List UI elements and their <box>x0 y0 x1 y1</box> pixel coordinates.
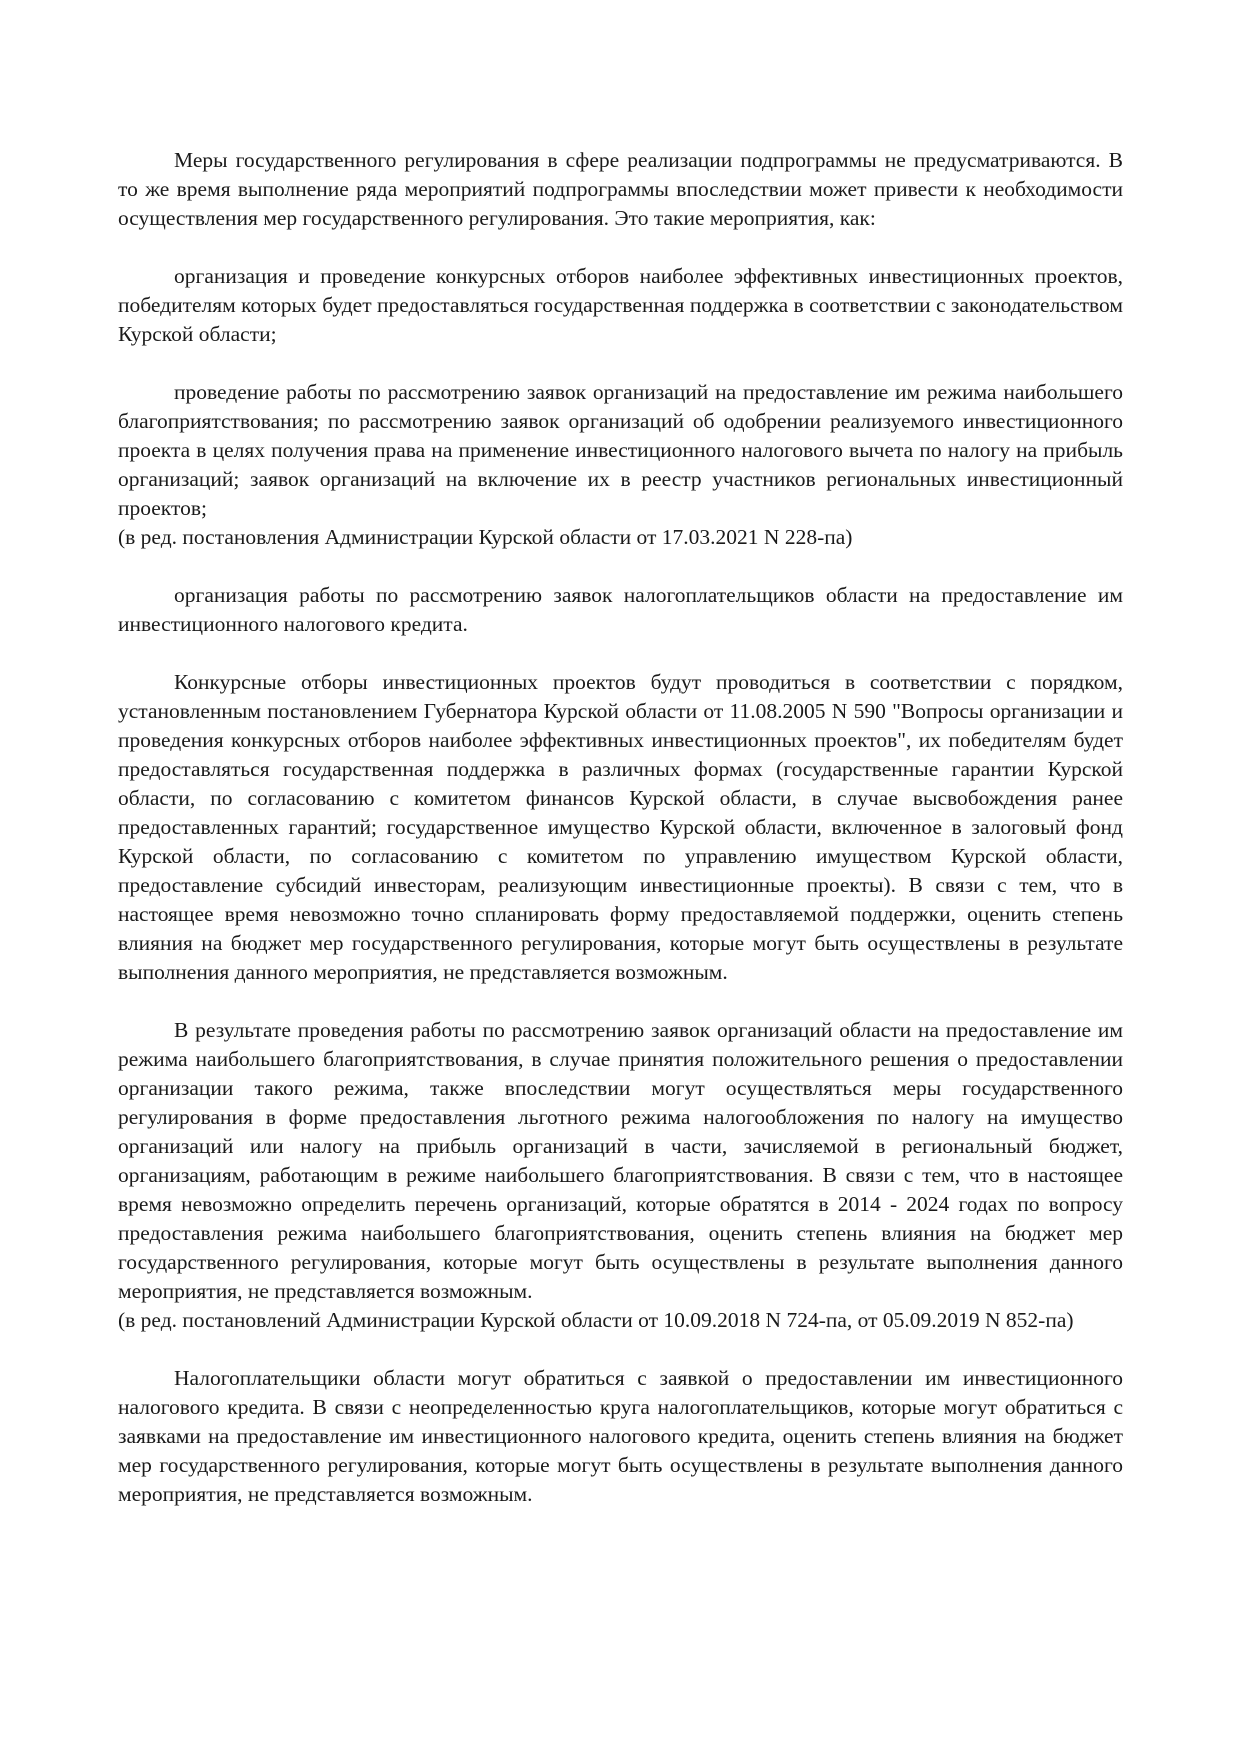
paragraph-taxpayers: Налогоплательщики области могут обратиться с заявкой о предоставлении им инвестиционного налогового кредита. В связи с неопределенностью круга налогоплательщиков, которые могут обратиться с заявками на предоставление им инвестиционного налогового кредита, оценить степень влияния на бюджет мер государственного регулирования, которые могут быть осуществлены в результате выполнения данного мероприятия, не представляется возможным. <box>118 1366 1123 1506</box>
document-page <box>118 146 1123 1509</box>
paragraph-investment-competitions: Конкурсные отборы инвестиционных проектов будут проводиться в соответствии с порядком, установленным постановлением Губернатора Курской области от 11.08.2005 N 590 "Вопросы организации и проведения конкурсных отборов наиболее эффективных инвестиционных проектов", их победителям будет предоставляться государственная поддержка в различных формах (государственные гарантии Курской области, по согласованию с комитетом финансов Курской области, в случае высвобождения ранее предоставленных гарантий; государственное имущество Курской области, включенное в залоговый фонд Курской области, по согласованию с комитетом по управлению имуществом Курской области, предоставление субсидий инвесторам, реализующим инвестиционные проекты). В связи с тем, что в настоящее время невозможно точно спланировать форму предоставляемой поддержки, оценить степень влияния на бюджет мер государственного регулирования, которые могут быть осуществлены в результате выполнения данного мероприятия, не представляется возможным. <box>118 670 1123 984</box>
paragraph-favorable-regime: В результате проведения работы по рассмотрению заявок организаций области на предоставление им режима наибольшего благоприятствования, в случае принятия положительного решения о предоставлении организации такого режима, также впоследствии могут осуществляться меры государственного регулирования в форме предоставления льготного режима налогообложения по налогу на имущество организаций или налогу на прибыль организаций в части, зачисляемой в региональный бюджет, организациям, работающим в режиме наибольшего благоприятствования. В связи с тем, что в настоящее время невозможно определить перечень организаций, которые обратятся в 2014 - 2024 годах по вопросу предоставления режима наибольшего благоприятствования, оценить степень влияния на бюджет мер государственного регулирования, которые могут быть осуществлены в результате выполнения данного мероприятия, не представляется возможным. <box>118 1018 1123 1303</box>
paragraph-competitions: организация и проведение конкурсных отборов наиболее эффективных инвестиционных проектов, победителям которых будет предоставляться государственная поддержка в соответствии с законодательством Курской области; <box>118 264 1123 346</box>
paragraph-intro: Меры государственного регулирования в сфере реализации подпрограммы не предусматриваются. В то же время выполнение ряда мероприятий подпрограммы впоследствии может привести к необходимости осуществления мер государственного регулирования. Это такие мероприятия, как: <box>118 148 1123 230</box>
amendment-note-2018-2019: (в ред. постановлений Администрации Курской области от 10.09.2018 N 724-па, от 05.09.2019 N 852-па) <box>118 1308 1074 1332</box>
paragraph-tax-credit-work: организация работы по рассмотрению заявок налогоплательщиков области на предоставление им инвестиционного налогового кредита. <box>118 583 1123 636</box>
paragraph-applications: проведение работы по рассмотрению заявок организаций на предоставление им режима наибольшего благоприятствования; по рассмотрению заявок организаций об одобрении реализуемого инвестиционного проекта в целях получения права на применение инвестиционного налогового вычета по налогу на прибыль организаций; заявок организаций на включение их в реестр участников региональных инвестиционный проектов; <box>118 380 1123 520</box>
amendment-note-2021: (в ред. постановления Администрации Курской области от 17.03.2021 N 228-па) <box>118 525 853 549</box>
